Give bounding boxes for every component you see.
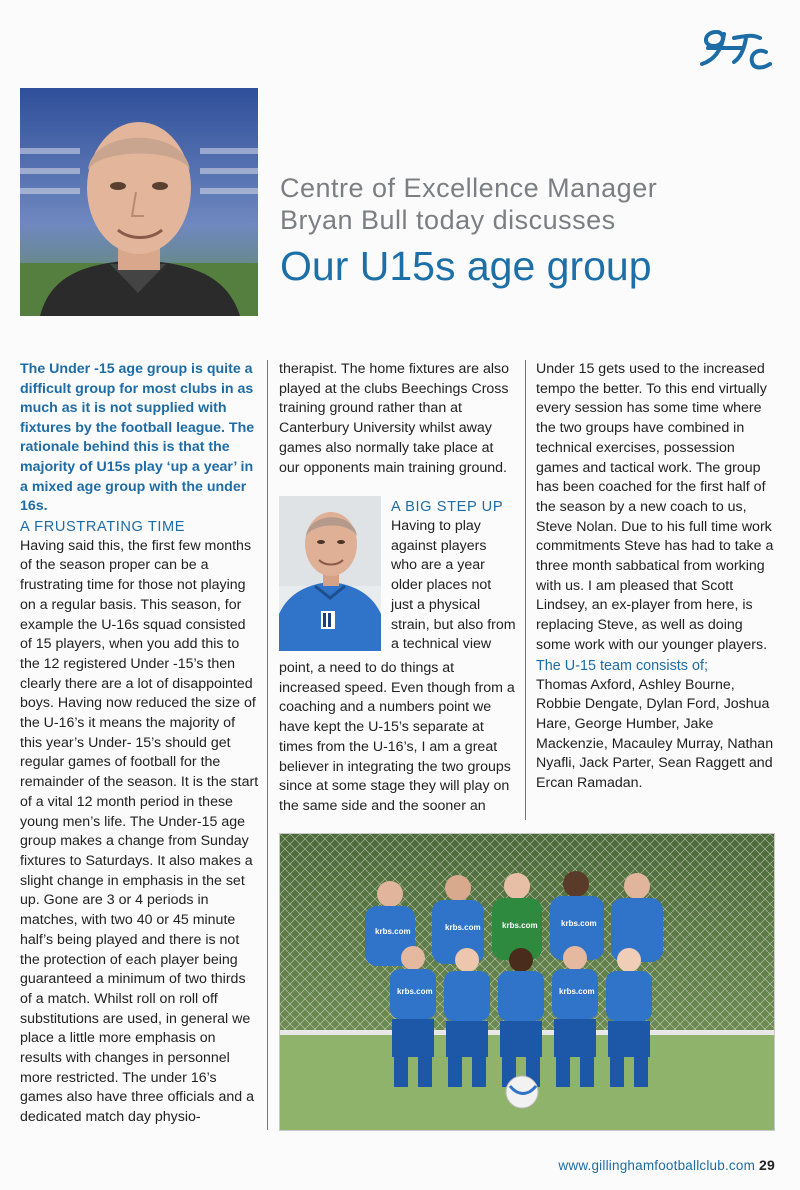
shirt-sponsor-text: krbs.com <box>445 923 481 932</box>
big-step-body-rest: point, a need to do things at increased speed. Even though from a coaching and a numbers point we have kept the U-15’s separate at times from the U-16’s, I am a great believer in integrating the two groups since at some stage they will play on the same side and the sooner an <box>279 660 515 814</box>
column-1 <box>20 360 260 1128</box>
shirt-sponsor-text: krbs.com <box>397 987 433 996</box>
section-heading-frustrating: A FRUSTRATING TIME <box>20 518 186 535</box>
manager-portrait-photo <box>20 88 258 316</box>
column-divider <box>525 360 526 820</box>
intro-paragraph: The Under -15 age group is quite a difficult group for most clubs in as much as it is not supplied with fixtures by the football league. The rationale behind this is that the majority of U15s play ‘up a year’ in a mixed age group with the under 16s. <box>20 361 255 515</box>
team-group-photo <box>279 833 775 1131</box>
section-body-frustrating: Having said this, the first few months of the season proper can be a frustrating time for those not playing on a regular basis. This season, for example the U-16s squad consisted of 15 players, when you add this to the 12 registered Under -15’s then clearly there are a lot of disappointed boys. Having now reduced the size of the U-16’s it means the majority of this year’s Under- 15’s should get regular games of football for the remainder of the season. It is the start of a vital 12 month period in these young men’s life. The Under-15 age group makes a change from Sunday fixtures to Saturdays. It also makes a slight change in emphasis in the set up. Gone are 3 or 4 periods in matches, with two 40 or 45 minute half’s being played and there is not the protection of each player being guaranteed a minimum of two thirds of a match. Whilst roll on roll off substitutions are used, in general we place a little more emphasis on results with changes in personnel more restricted. The under 16’s games also have three officials and a dedicated match day physio- <box>20 537 259 1126</box>
shirt-sponsor-text: krbs.com <box>561 919 597 928</box>
team-list: Thomas Axford, Ashley Bourne, Robbie Dengate, Dylan Ford, Joshua Hare, George Humber, Jake Mackenzie, Macauley Murray, Nathan Nyafli, Jack Parter, Sean Raggett and Ercan Ramadan. <box>536 676 774 792</box>
big-step-body-start: Having to play against players who are a year older places not just a physical strain, but also from a technical view <box>391 518 516 653</box>
page-title: Our U15s age group <box>280 243 652 289</box>
column-2-top <box>279 360 515 478</box>
column-3 <box>536 360 776 794</box>
team-heading: The U-15 team consists of; <box>536 657 708 674</box>
club-monogram-icon <box>694 18 774 76</box>
shirt-sponsor-text: krbs.com <box>375 927 411 936</box>
col3-paragraph: Under 15 gets used to the increased tempo the better. To this end virtually every session has some time where the two groups have combined in technical exercises, possession games and tactical work. The group has been coached for the first half of the season by a new coach to us, Steve Nolan. Due to his full time work commitments Steve has had to take a three month sabbatical from working with us. I am pleased that Scott Lindsey, an ex-player from here, is replacing Steve, as well as doing some work with our younger players. <box>536 361 774 653</box>
manager-small-photo <box>279 496 381 651</box>
shirt-sponsor-text: krbs.com <box>559 987 595 996</box>
footer-url[interactable]: www.gillinghamfootballclub.com <box>558 1158 756 1173</box>
section-heading-big-step: A BIG STEP UP <box>391 499 504 515</box>
page-number: 29 <box>759 1157 775 1173</box>
col2-paragraph: therapist. The home fixtures are also played at the clubs Beechings Cross training ground rather than at Canterbury University whilst away games also normally take place at our opponents main training ground. <box>279 361 510 476</box>
headline <box>280 172 780 290</box>
column-divider <box>267 360 268 1130</box>
big-step-section <box>391 497 516 655</box>
headline-line-2: Bryan Bull today discusses <box>280 205 616 235</box>
headline-line-1: Centre of Excellence Manager <box>280 173 658 203</box>
footer <box>558 1157 775 1173</box>
column-2-bottom <box>279 659 515 817</box>
shirt-sponsor-text: krbs.com <box>502 921 538 930</box>
